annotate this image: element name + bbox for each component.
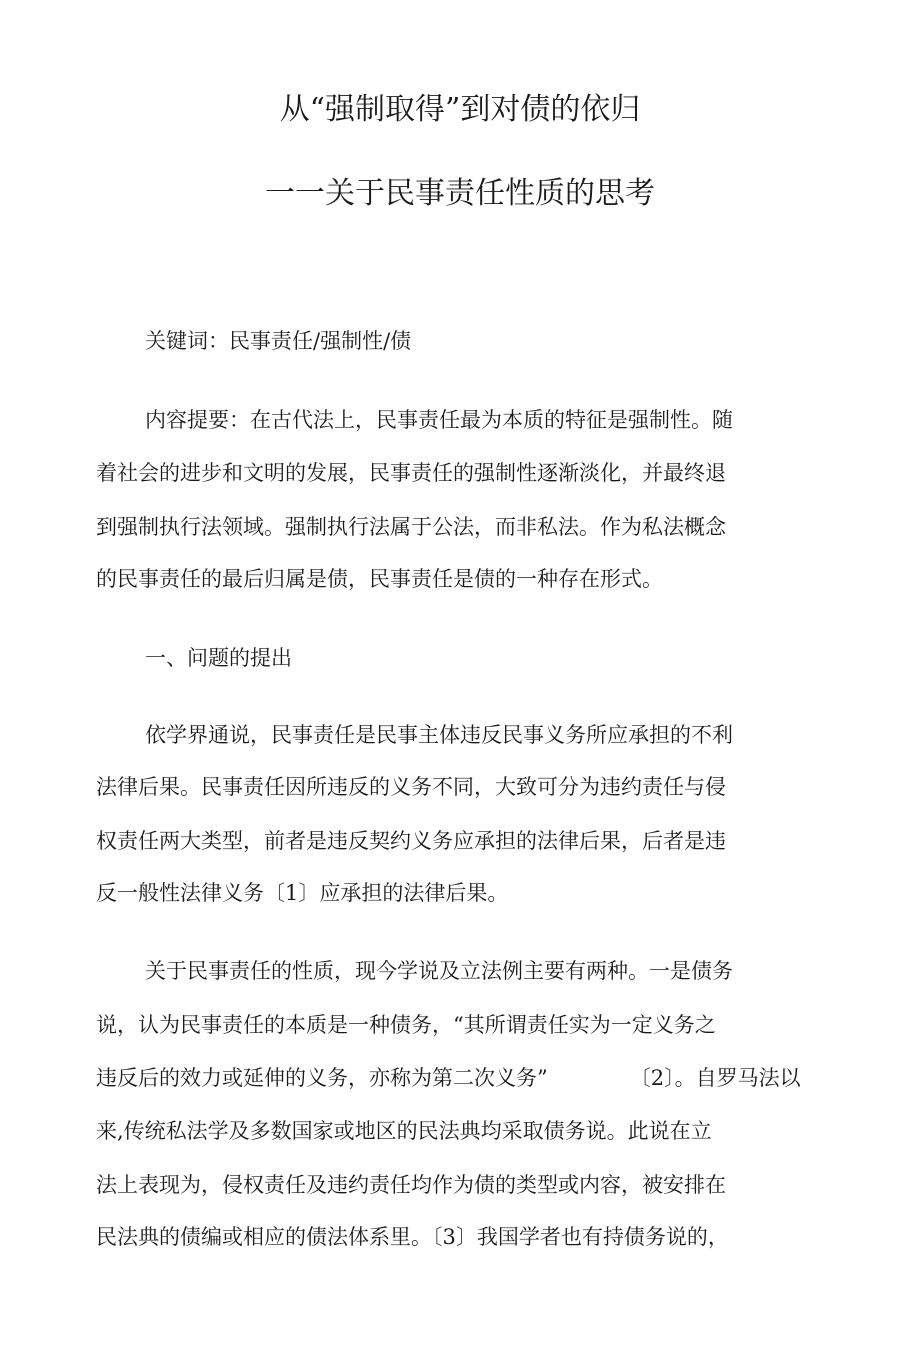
section-heading: 一、问题的提出 [145,646,292,670]
paragraph-2-line-4: 来,传统私法学及多数国家或地区的民法典均采取债务说。此说在立 [96,1119,712,1143]
title-line-2: 一一关于民事责任性质的思考 [265,176,655,211]
paragraph-2-line-3 [96,1064,801,1092]
paragraph-1-line-3: 权责任两大类型，前者是违反契约义务应承担的法律后果，后者是违 [96,829,726,853]
abstract-line-2: 着社会的进步和文明的发展，民事责任的强制性逐渐淡化，并最终退 [96,461,726,485]
paragraph-2-line-2: 说，认为民事责任的本质是一种债务，“其所谓责任实为一定义务之 [96,1013,716,1037]
abstract-line-1: 内容提要：在古代法上，民事责任最为本质的特征是强制性。随 [145,408,733,432]
title-line-1: 从“强制取得”到对债的依归 [279,92,641,127]
paragraph-1-line-1: 依学界通说，民事责任是民事主体违反民事义务所应承担的不利 [145,723,733,747]
paragraph-1-line-2: 法律后果。民事责任因所违反的义务不同，大致可分为违约责任与侵 [96,775,726,799]
keywords: 关键词：民事责任/强制性/债 [145,329,412,353]
citation-2: 〔2〕。自罗马法以 [629,1066,801,1090]
paragraph-2-line-5: 法上表现为，侵权责任及违约责任均作为债的类型或内容，被安排在 [96,1173,726,1197]
paragraph-2-line-1: 关于民事责任的性质，现今学说及立法例主要有两种。一是债务 [145,959,733,983]
abstract-line-4: 的民事责任的最后归属是债，民事责任是债的一种存在形式。 [96,567,663,591]
paragraph-2-line-6: 民法典的债编或相应的债法体系里。〔3〕我国学者也有持债务说的， [96,1225,729,1249]
abstract-line-3: 到强制执行法领域。强制执行法属于公法，而非私法。作为私法概念 [96,515,726,539]
paragraph-2-line-3-part-a: 违反后的效力或延伸的义务，亦称为第二次义务” [96,1066,548,1090]
paragraph-1-line-4: 反一般性法律义务〔1〕应承担的法律后果。 [96,881,509,905]
